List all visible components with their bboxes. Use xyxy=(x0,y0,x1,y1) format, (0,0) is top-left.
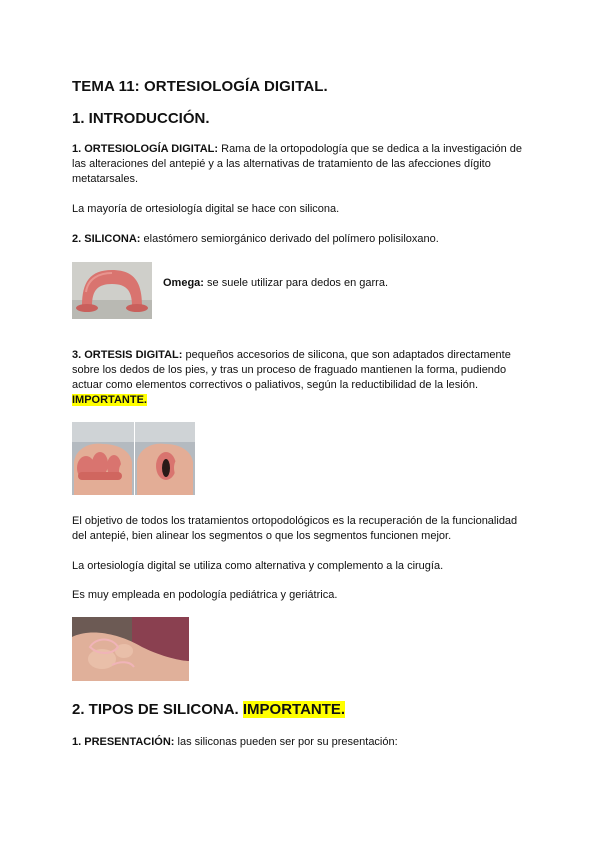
toe-orthosis-photo-right xyxy=(135,422,195,495)
paragraph-ortesiologia-digital xyxy=(72,142,532,187)
definition-presentacion: las siliconas pueden ser por su presentación: xyxy=(174,736,398,748)
section-heading-tipos-silicona-text: 2. TIPOS DE SILICONA. xyxy=(72,701,243,718)
foot-illustration-left xyxy=(72,422,134,495)
paragraph-silicona-mayoria: La mayoría de ortesiología digital se hace con silicona. xyxy=(72,203,340,215)
definition-ortesiologia-digital: Rama de la ortopodología que se dedica a la investigación de las alteraciones del antepié y a las alternativas de tratamiento de las afecciones dígito metatarsales. xyxy=(72,143,522,185)
section-heading-tipos-silicona xyxy=(72,701,345,718)
toe-loop-orthosis-photo xyxy=(72,617,189,681)
definition-ortesis-digital: pequeños accesorios de silicona, que son adaptados directamente sobre los dedos de los pies, y tras un proceso de fraguado mantienen la forma, pudiendo actuar como elementos correctivos o paliativos, según la reductibilidad de la lesión. xyxy=(72,349,511,391)
term-omega: Omega: xyxy=(163,277,204,289)
paragraph-objetivo: El objetivo de todos los tratamientos ortopodológicos es la recuperación de la funcionalidad del antepié, bien alinear los segmentos o que los segmentos funcionen mejor. xyxy=(72,515,518,542)
term-presentacion: 1. PRESENTACIÓN: xyxy=(72,736,175,748)
term-ortesis-digital: 3. ORTESIS DIGITAL: xyxy=(72,349,183,361)
omega-silicone-image xyxy=(72,262,152,319)
foot-illustration-right xyxy=(135,422,195,495)
highlight-importante-section2: IMPORTANTE. xyxy=(242,701,346,718)
paragraph-ortesis-digital xyxy=(72,348,532,408)
term-silicona: 2. SILICONA: xyxy=(72,233,141,245)
paragraph-podologia: Es muy empleada en podología pediátrica y geriátrica. xyxy=(72,589,338,601)
omega-silicone-illustration xyxy=(72,262,152,319)
toe-orthosis-photo-left xyxy=(72,422,134,495)
definition-silicona: elastómero semiorgánico derivado del polímero polisiloxano. xyxy=(140,233,439,245)
paragraph-alternativa-cirugia: La ortesiología digital se utiliza como alternativa y complemento a la cirugía. xyxy=(72,560,444,572)
highlight-importante: IMPORTANTE. xyxy=(72,394,147,406)
foot-loop-illustration xyxy=(72,617,189,681)
document-title: TEMA 11: ORTESIOLOGÍA DIGITAL. xyxy=(72,78,328,95)
paragraph-presentacion xyxy=(72,735,532,750)
definition-omega: se suele utilizar para dedos en garra. xyxy=(203,277,389,289)
section-heading-introduccion: 1. INTRODUCCIÓN. xyxy=(72,110,210,127)
term-ortesiologia-digital: 1. ORTESIOLOGÍA DIGITAL: xyxy=(72,143,219,155)
paragraph-omega xyxy=(163,276,523,291)
paragraph-silicona xyxy=(72,232,532,247)
